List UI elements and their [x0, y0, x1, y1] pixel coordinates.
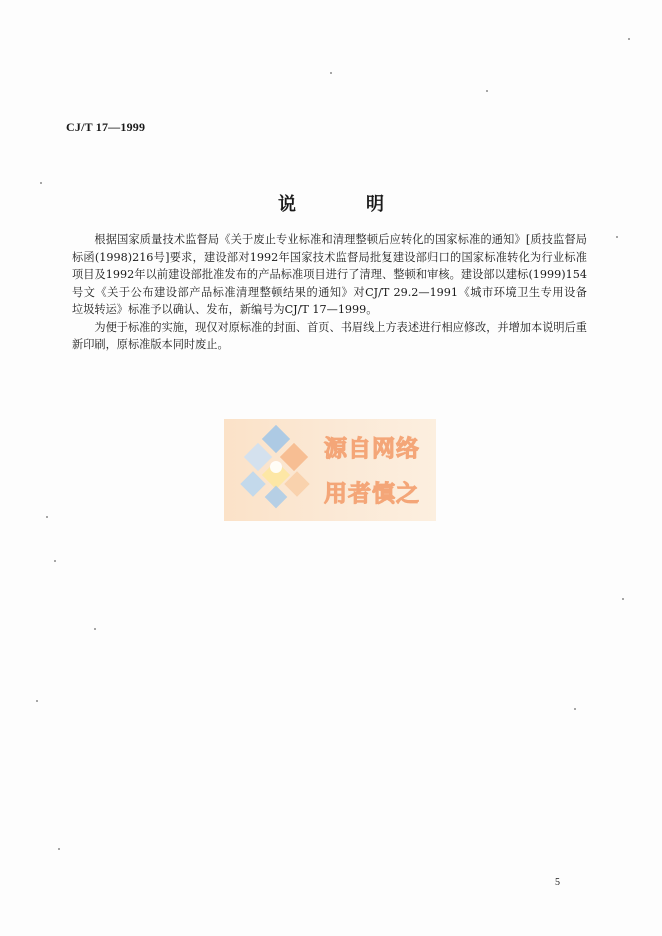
scan-speck: [54, 560, 56, 562]
scan-speck: [330, 72, 332, 74]
scan-speck: [616, 236, 618, 238]
scan-speck: [622, 598, 624, 600]
paragraph-1: 根据国家质量技术监督局《关于废止专业标准和清理整顿后应转化的国家标准的通知》[质技监督局标函(1998)216号]要求，建设部对1992年国家技术监督局批复建设部归口的国家标准转化为行业标准项目及1992年以前建设部批准发布的产品标准项目进行了清理、整顿和审核。建设部以建标(1999)154号文《关于公布建设部产品标准清理整顿结果的通知》对CJ/T 29.2—1991《城市环境卫生专用设备 垃圾转运》标准予以确认、发布，新编号为CJ/T 17—1999。: [72, 233, 599, 316]
scan-speck: [574, 708, 576, 710]
watermark-stamp: [224, 419, 436, 521]
scan-speck: [46, 516, 48, 518]
page-title: 说 明: [278, 194, 410, 215]
body-text: [72, 231, 599, 354]
scan-speck: [94, 628, 96, 630]
watermark-text-line2: 用者慎之: [324, 481, 420, 507]
standard-code-header: CJ/T 17—1999: [66, 120, 146, 134]
scan-speck: [36, 700, 38, 702]
scan-speck: [628, 38, 630, 40]
pinwheel-logo-icon: [230, 425, 326, 515]
page-number: 5: [555, 877, 560, 888]
scan-speck: [58, 848, 60, 850]
scan-speck: [486, 90, 488, 92]
paragraph-2: 为便于标准的实施，现仅对原标准的封面、首页、书眉线上方表述进行相应修改，并增加本说明后重新印刷，原标准版本同时废止。: [72, 320, 587, 351]
watermark-text-line1: 源自网络: [324, 436, 420, 462]
scan-speck: [40, 182, 42, 184]
